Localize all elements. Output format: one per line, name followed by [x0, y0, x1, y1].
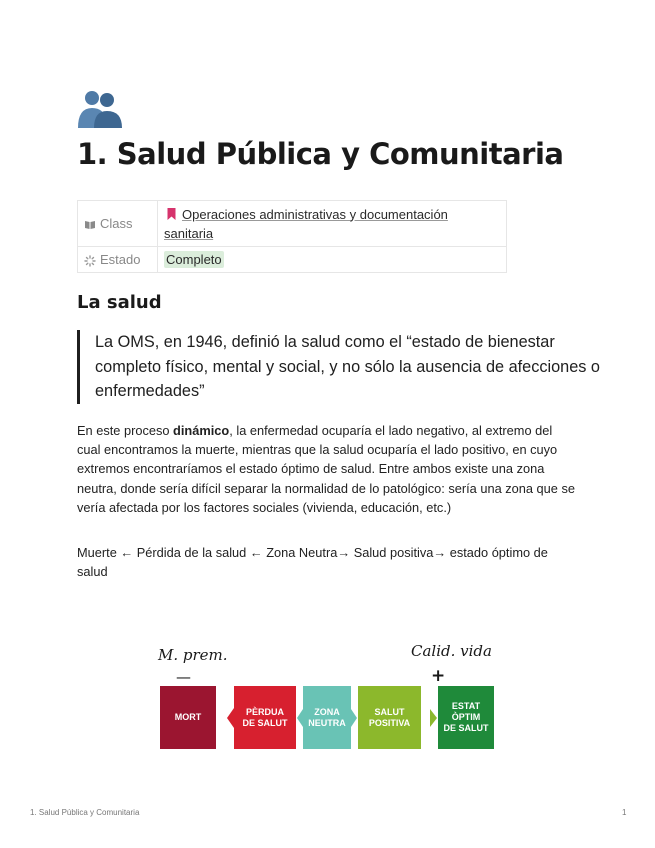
book-icon — [84, 220, 96, 230]
right-arrow-1 — [351, 709, 357, 727]
page-title: 1. Salud Pública y Comunitaria — [77, 137, 564, 171]
paragraph-bold-word: dinámico — [173, 423, 230, 438]
health-continuum-diagram — [150, 632, 510, 762]
box-salut-positiva: SALUT POSITIVA — [358, 686, 421, 749]
property-label-estado: Estado — [100, 252, 141, 267]
loading-icon — [84, 255, 96, 267]
footer-title: 1. Salud Pública y Comunitaria — [30, 808, 140, 817]
body-paragraph — [77, 421, 575, 517]
box-perdua: PÈRDUA DE SALUT — [234, 686, 296, 749]
left-arrow-1 — [227, 708, 234, 728]
handwriting-right: Calid. vida — [411, 642, 492, 660]
quote-block: La OMS, en 1946, definió la salud como el “estado de bienestar completo físico, mental y social, y no sólo la ausencia de afecciones o enfermedades” — [77, 330, 600, 404]
paragraph-text-start: En este proceso — [77, 423, 174, 438]
health-scale-line: Muerte ← Pérdida de la salud ← Zona Neutra→ Salud positiva→ estado óptimo de salud — [77, 545, 548, 580]
handwriting-left: M. prem. — [158, 646, 228, 664]
box-mort: MORT — [160, 686, 216, 749]
box-estat-optim: ESTAT ÒPTIM DE SALUT — [438, 686, 494, 749]
box-zona-neutra: ZONA NEUTRA — [303, 686, 351, 749]
class-link[interactable]: Operaciones administrativas y documentación sanitaria — [164, 206, 448, 241]
properties-table — [77, 200, 507, 273]
bookmark-icon — [167, 208, 176, 220]
paragraph-text-end: , la enfermedad ocuparía el lado negativo, al extremo del cual encontramos la muerte, mientras que la salud ocuparía el lado positivo, en cuyo extremos encontraríamos el estado óptimo de salud. Entre ambos existe una zona neutra, donde sería difícil separar la normalidad de lo patológico: sería una zona que se vería afectada por los factores sociales (vivienda, educación, etc.) — [77, 423, 575, 515]
property-label-class: Class — [100, 216, 133, 231]
footer-page-number: 1 — [622, 808, 627, 817]
status-badge[interactable]: Completo — [166, 252, 222, 267]
people-icon — [76, 88, 124, 130]
property-row-class — [78, 201, 507, 247]
section-heading: La salud — [77, 292, 162, 313]
right-arrow-2 — [430, 709, 437, 727]
minus-sign: — — [176, 668, 191, 686]
plus-sign: + — [431, 666, 446, 686]
property-row-estado — [78, 247, 507, 273]
